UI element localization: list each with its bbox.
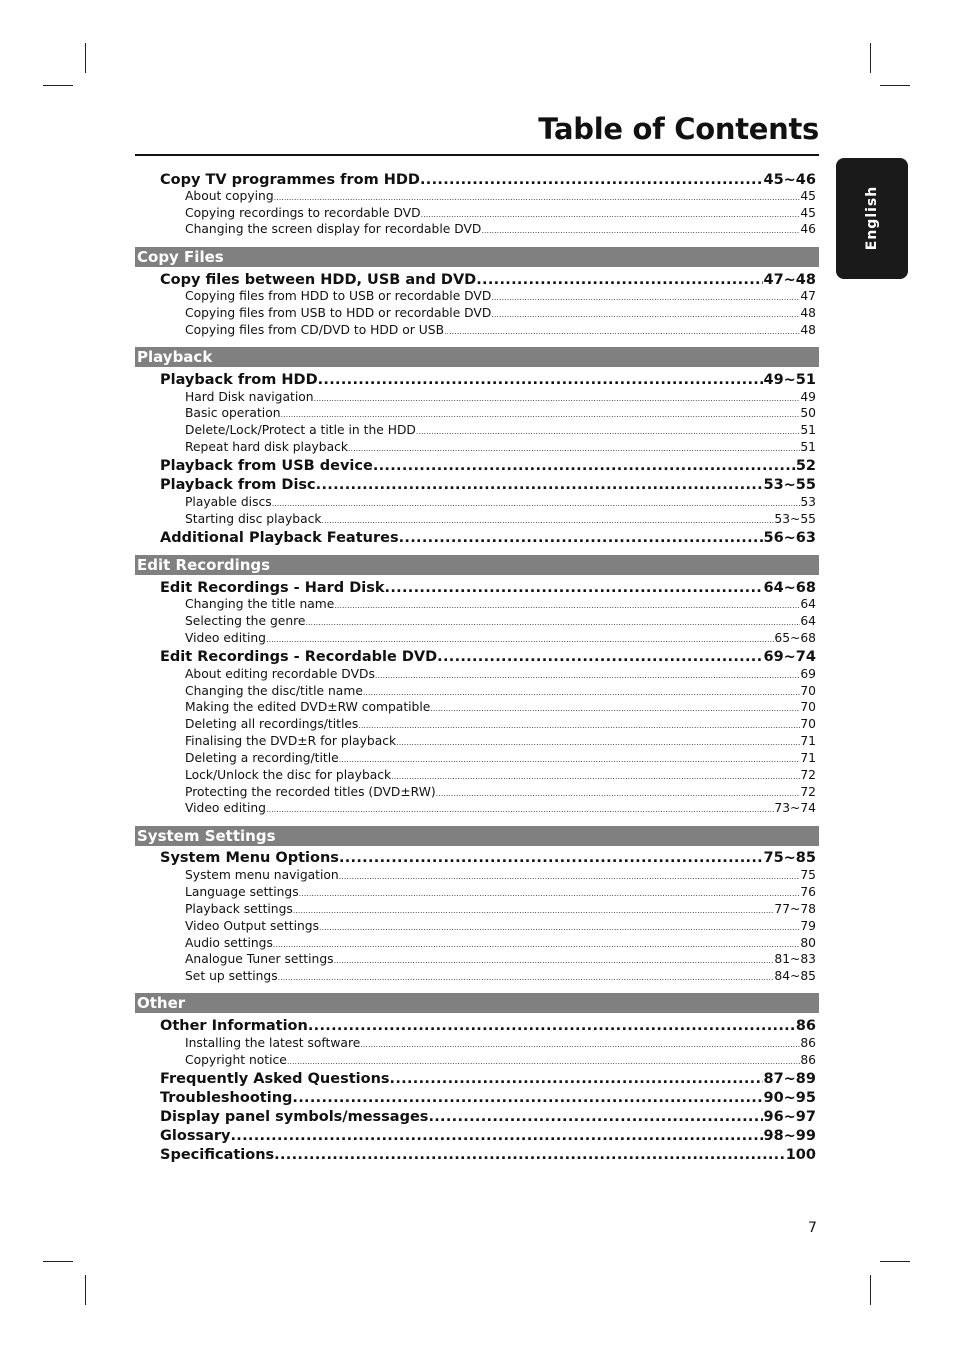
- toc-entry-page: 72: [800, 768, 816, 782]
- toc-entry[interactable]: [160, 170, 816, 190]
- toc-subentry[interactable]: [185, 596, 816, 613]
- language-tab-label: English: [864, 185, 880, 251]
- toc-subentry[interactable]: [185, 935, 816, 952]
- toc-entry-label: Repeat hard disk playback: [185, 440, 348, 454]
- toc-entry-label: Audio settings: [185, 936, 273, 950]
- toc-subentry[interactable]: [185, 750, 816, 767]
- toc-subentry[interactable]: [185, 389, 816, 406]
- toc-subentry[interactable]: [185, 288, 816, 305]
- leader-dots: [391, 768, 800, 784]
- toc-entry-page: 86: [800, 1053, 816, 1067]
- toc-subentry[interactable]: [185, 951, 816, 968]
- crop-mark: [43, 1261, 73, 1262]
- toc-entry-label: Video editing: [185, 801, 266, 815]
- toc-entry-page: 70: [800, 684, 816, 698]
- toc-entry-page: 64~68: [763, 580, 816, 596]
- toc-subentry[interactable]: [185, 867, 816, 884]
- toc-subentry[interactable]: [185, 422, 816, 439]
- toc-subentry[interactable]: [185, 901, 816, 918]
- toc-entry-label: Playback from Disc: [160, 477, 316, 493]
- toc-entry-label: System menu navigation: [185, 868, 339, 882]
- toc-entry-page: 75~85: [763, 850, 816, 866]
- toc-entry-page: 86: [800, 1036, 816, 1050]
- toc-entry[interactable]: [160, 528, 816, 548]
- toc-entry-label: Troubleshooting: [160, 1090, 293, 1106]
- toc-entry-label: Set up settings: [185, 969, 278, 983]
- leader-dots: [305, 614, 800, 630]
- toc-entry[interactable]: [160, 1126, 816, 1146]
- section-heading-playback: Playback: [135, 347, 819, 367]
- toc-entry-page: 69: [800, 667, 816, 681]
- leader-dots: [481, 222, 800, 238]
- toc-entry-label: Frequently Asked Questions: [160, 1071, 390, 1087]
- leader-dots: [318, 370, 764, 390]
- toc-entry-label: Making the edited DVD±RW compatible: [185, 700, 431, 714]
- toc-subentry[interactable]: [185, 613, 816, 630]
- toc-entry-label: Deleting all recordings/titles: [185, 717, 359, 731]
- toc-entry-label: Copy TV programmes from HDD: [160, 172, 420, 188]
- toc-entry-label: Selecting the genre: [185, 614, 306, 628]
- section-heading-copy-files: Copy Files: [135, 247, 819, 267]
- toc-entry-page: 48: [800, 323, 816, 337]
- toc-entry-label: Lock/Unlock the disc for playback: [185, 768, 392, 782]
- crop-mark: [85, 43, 86, 73]
- leader-dots: [428, 1107, 763, 1127]
- leader-dots: [416, 423, 800, 439]
- toc-entry-label: Delete/Lock/Protect a title in the HDD: [185, 423, 416, 437]
- toc-entry-page: 81~83: [774, 952, 816, 966]
- leader-dots: [491, 289, 800, 305]
- crop-mark: [870, 43, 871, 73]
- leader-dots: [273, 936, 800, 952]
- toc-entry-label: Display panel symbols/messages: [160, 1109, 429, 1125]
- toc-entry-page: 52: [795, 458, 816, 474]
- leader-dots: [272, 495, 801, 511]
- toc-entry[interactable]: [160, 370, 816, 390]
- leader-dots: [385, 578, 764, 598]
- toc-subentry[interactable]: [185, 918, 816, 935]
- toc-entry[interactable]: [160, 270, 816, 290]
- section-heading-system-settings: System Settings: [135, 826, 819, 846]
- toc-entry-page: 47: [800, 289, 816, 303]
- toc-entry-label: About copying: [185, 189, 274, 203]
- toc-entry-page: 70: [800, 717, 816, 731]
- leader-dots: [360, 1036, 800, 1052]
- toc-entry-label: Changing the screen display for recordable DVD: [185, 222, 482, 236]
- toc-entry-label: Additional Playback Features: [160, 530, 399, 546]
- leader-dots: [396, 734, 800, 750]
- toc-entry-label: Finalising the DVD±R for playback: [185, 734, 397, 748]
- crop-mark: [85, 1275, 86, 1305]
- leader-dots: [230, 1126, 763, 1146]
- leader-dots: [266, 631, 774, 647]
- toc-entry-page: 76: [800, 885, 816, 899]
- toc-subentry[interactable]: [185, 784, 816, 801]
- toc-entry-page: 71: [800, 751, 816, 765]
- language-tab: [836, 158, 908, 279]
- leader-dots: [375, 667, 800, 683]
- leader-dots: [339, 751, 801, 767]
- toc-entry-page: 69~74: [763, 649, 816, 665]
- toc-entry-page: 80: [800, 936, 816, 950]
- leader-dots: [339, 868, 801, 884]
- toc-subentry[interactable]: [185, 699, 816, 716]
- section-heading-other: Other: [135, 993, 819, 1013]
- toc-entry-label: Basic operation: [185, 406, 281, 420]
- toc-entry-label: Changing the title name: [185, 597, 335, 611]
- toc-entry[interactable]: [160, 1107, 816, 1127]
- leader-dots: [316, 475, 764, 495]
- leader-dots: [281, 406, 801, 422]
- toc-subentry[interactable]: [185, 666, 816, 683]
- leader-dots: [491, 306, 800, 322]
- toc-entry-label: Language settings: [185, 885, 299, 899]
- toc-entry[interactable]: [160, 1088, 816, 1108]
- toc-entry-page: 77~78: [774, 902, 816, 916]
- page-title: Table of Contents: [538, 112, 819, 146]
- toc-entry[interactable]: [160, 475, 816, 495]
- leader-dots: [334, 952, 775, 968]
- toc-entry-label: Playback from USB device: [160, 458, 373, 474]
- toc-entry-label: Edit Recordings - Hard Disk: [160, 580, 385, 596]
- toc-entry-page: 45: [800, 206, 816, 220]
- toc-entry-label: Glossary: [160, 1128, 231, 1144]
- crop-mark: [43, 85, 73, 86]
- toc-entry-page: 64: [800, 597, 816, 611]
- toc-subentry[interactable]: [185, 494, 816, 511]
- leader-dots: [348, 440, 800, 456]
- leader-dots: [363, 684, 800, 700]
- leader-dots: [293, 902, 775, 918]
- toc-entry-page: 75: [800, 868, 816, 882]
- leader-dots: [274, 1145, 786, 1165]
- toc-subentry[interactable]: [185, 221, 816, 238]
- toc-entry-page: 49~51: [763, 372, 816, 388]
- toc-entry-page: 51: [800, 440, 816, 454]
- leader-dots: [358, 717, 800, 733]
- leader-dots: [322, 512, 775, 528]
- toc-entry-label: System Menu Options: [160, 850, 339, 866]
- toc-entry-page: 48: [800, 306, 816, 320]
- leader-dots: [308, 1016, 796, 1036]
- toc-entry-label: Copying files from HDD to USB or recordable DVD: [185, 289, 492, 303]
- toc-entry[interactable]: [160, 1016, 816, 1036]
- toc-entry-page: 46: [800, 222, 816, 236]
- leader-dots: [476, 270, 763, 290]
- toc-subentry[interactable]: [185, 405, 816, 422]
- toc-entry[interactable]: [160, 578, 816, 598]
- toc-subentry[interactable]: [185, 511, 816, 528]
- leader-dots: [437, 647, 763, 667]
- toc-entry-label: Analogue Tuner settings: [185, 952, 334, 966]
- toc-entry-page: 96~97: [763, 1109, 816, 1125]
- leader-dots: [436, 785, 801, 801]
- toc-entry-label: Deleting a recording/title: [185, 751, 339, 765]
- leader-dots: [287, 1053, 800, 1069]
- leader-dots: [278, 969, 775, 985]
- toc-entry-page: 53: [800, 495, 816, 509]
- toc-entry-page: 73~74: [774, 801, 816, 815]
- toc-entry-label: Copying files from USB to HDD or recordable DVD: [185, 306, 492, 320]
- toc-entry-page: 84~85: [774, 969, 816, 983]
- toc-subentry[interactable]: [185, 884, 816, 901]
- toc-entry-page: 50: [800, 406, 816, 420]
- leader-dots: [319, 919, 800, 935]
- toc-entry-label: Playback settings: [185, 902, 293, 916]
- toc-entry-label: Copy files between HDD, USB and DVD: [160, 272, 477, 288]
- toc-entry-label: Protecting the recorded titles (DVD±RW): [185, 785, 436, 799]
- crop-mark: [870, 1275, 871, 1305]
- toc-entry-label: Copyright notice: [185, 1053, 287, 1067]
- toc-entry[interactable]: [160, 647, 816, 667]
- toc-entry[interactable]: [160, 1069, 816, 1089]
- toc-entry-page: 98~99: [763, 1128, 816, 1144]
- toc-entry-label: Specifications: [160, 1147, 275, 1163]
- toc-entry-page: 90~95: [763, 1090, 816, 1106]
- toc-subentry[interactable]: [185, 305, 816, 322]
- leader-dots: [444, 323, 800, 339]
- leader-dots: [373, 456, 796, 476]
- toc-entry-page: 51: [800, 423, 816, 437]
- toc-subentry[interactable]: [185, 1052, 816, 1069]
- crop-mark: [880, 1261, 910, 1262]
- leader-dots: [274, 189, 801, 205]
- toc-entry-label: About editing recordable DVDs: [185, 667, 375, 681]
- crop-mark: [880, 85, 910, 86]
- toc-entry-page: 45~46: [763, 172, 816, 188]
- toc-entry-page: 72: [800, 785, 816, 799]
- toc-entry-page: 65~68: [774, 631, 816, 645]
- leader-dots: [339, 848, 764, 868]
- toc-subentry[interactable]: [185, 800, 816, 817]
- toc-subentry[interactable]: [185, 767, 816, 784]
- toc-subentry[interactable]: [185, 439, 816, 456]
- toc-entry-label: Video Output settings: [185, 919, 320, 933]
- leader-dots: [266, 801, 774, 817]
- toc-entry-page: 56~63: [763, 530, 816, 546]
- toc-subentry[interactable]: [185, 1035, 816, 1052]
- toc-entry-page: 64: [800, 614, 816, 628]
- toc-entry-page: 53~55: [763, 477, 816, 493]
- section-heading-edit-recordings: Edit Recordings: [135, 555, 819, 575]
- toc-subentry[interactable]: [185, 188, 816, 205]
- toc-entry-label: Copying recordings to recordable DVD: [185, 206, 421, 220]
- toc-entry-label: Installing the latest software: [185, 1036, 361, 1050]
- leader-dots: [292, 1088, 763, 1108]
- toc-entry-label: Other Information: [160, 1018, 308, 1034]
- toc-entry-label: Copying files from CD/DVD to HDD or USB: [185, 323, 445, 337]
- toc-entry-page: 79: [800, 919, 816, 933]
- toc-entry-label: Video editing: [185, 631, 266, 645]
- leader-dots: [390, 1069, 764, 1089]
- toc-entry-page: 47~48: [763, 272, 816, 288]
- toc-subentry[interactable]: [185, 683, 816, 700]
- leader-dots: [299, 885, 801, 901]
- toc-entry-page: 53~55: [774, 512, 816, 526]
- toc-entry-page: 100: [785, 1147, 816, 1163]
- toc-subentry[interactable]: [185, 322, 816, 339]
- toc-entry[interactable]: [160, 848, 816, 868]
- toc-entry-page: 70: [800, 700, 816, 714]
- toc-entry-label: Changing the disc/title name: [185, 684, 363, 698]
- toc-entry-page: 45: [800, 189, 816, 203]
- toc-entry-label: Starting disc playback: [185, 512, 322, 526]
- leader-dots: [430, 700, 800, 716]
- toc-subentry[interactable]: [185, 733, 816, 750]
- toc-entry-page: 49: [800, 390, 816, 404]
- toc-entry-page: 86: [795, 1018, 816, 1034]
- toc-entry[interactable]: [160, 456, 816, 476]
- toc-entry-label: Playable discs: [185, 495, 272, 509]
- title-divider: [135, 154, 819, 156]
- toc-entry-label: Playback from HDD: [160, 372, 318, 388]
- toc-entry-label: Edit Recordings - Recordable DVD: [160, 649, 438, 665]
- leader-dots: [421, 206, 801, 222]
- leader-dots: [399, 528, 764, 548]
- toc-entry-label: Hard Disk navigation: [185, 390, 314, 404]
- leader-dots: [314, 390, 801, 406]
- page-number: 7: [808, 1220, 817, 1236]
- toc-subentry[interactable]: [185, 968, 816, 985]
- toc-entry-page: 87~89: [763, 1071, 816, 1087]
- toc-subentry[interactable]: [185, 630, 816, 647]
- leader-dots: [334, 597, 800, 613]
- toc-entry[interactable]: [160, 1145, 816, 1165]
- toc-subentry[interactable]: [185, 205, 816, 222]
- toc-entry-page: 71: [800, 734, 816, 748]
- toc-subentry[interactable]: [185, 716, 816, 733]
- leader-dots: [420, 170, 764, 190]
